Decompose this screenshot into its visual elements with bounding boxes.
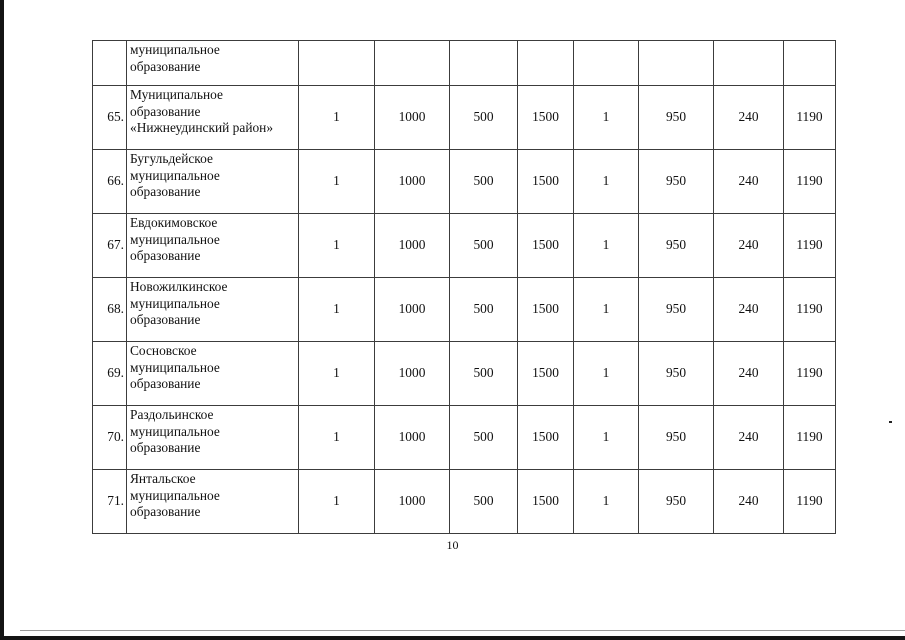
value-cell: 1 xyxy=(299,150,375,214)
row-number-cell xyxy=(93,41,127,86)
value-cell: 240 xyxy=(714,86,784,150)
value-cell: 1190 xyxy=(784,86,836,150)
municipality-name-cell xyxy=(127,214,299,278)
value-cell xyxy=(518,41,574,86)
value-cell: 240 xyxy=(714,214,784,278)
scan-bottom-line xyxy=(20,630,905,631)
municipality-name-cell xyxy=(127,86,299,150)
value-cell: 1000 xyxy=(375,278,450,342)
value-cell: 1 xyxy=(574,406,639,470)
name-line: образование xyxy=(130,103,201,119)
name-line: образование xyxy=(130,184,201,199)
municipality-name-cell xyxy=(127,470,299,534)
value-cell: 1500 xyxy=(518,214,574,278)
table-row xyxy=(93,470,836,534)
value-cell: 1 xyxy=(574,214,639,278)
table-row xyxy=(93,150,836,214)
value-cell: 1 xyxy=(574,150,639,214)
value-cell xyxy=(574,41,639,86)
name-line: образование xyxy=(130,440,201,455)
value-cell: 500 xyxy=(450,278,518,342)
value-cell: 240 xyxy=(714,342,784,406)
name-line: Раздольинское xyxy=(130,407,214,422)
value-cell: 1500 xyxy=(518,278,574,342)
value-cell: 1 xyxy=(299,214,375,278)
value-cell: 950 xyxy=(639,406,714,470)
value-cell: 1 xyxy=(299,470,375,534)
table-row xyxy=(93,342,836,406)
name-line: муниципальное xyxy=(130,231,220,247)
name-line: муниципальное xyxy=(130,295,220,311)
row-number-cell: 68. xyxy=(93,278,127,342)
value-cell: 1000 xyxy=(375,214,450,278)
name-line: образование xyxy=(130,504,201,519)
value-cell: 950 xyxy=(639,278,714,342)
value-cell: 240 xyxy=(714,278,784,342)
value-cell: 500 xyxy=(450,342,518,406)
value-cell: 950 xyxy=(639,342,714,406)
value-cell: 500 xyxy=(450,470,518,534)
value-cell: 1 xyxy=(574,342,639,406)
name-line: Бугульдейское xyxy=(130,151,213,166)
scan-bottom-edge xyxy=(0,636,905,640)
value-cell: 1000 xyxy=(375,342,450,406)
row-number-cell: 69. xyxy=(93,342,127,406)
value-cell xyxy=(784,41,836,86)
value-cell: 1000 xyxy=(375,470,450,534)
row-number-cell: 65. xyxy=(93,86,127,150)
value-cell: 1190 xyxy=(784,214,836,278)
scan-speck xyxy=(889,421,892,423)
municipality-name-cell xyxy=(127,406,299,470)
municipality-name-cell xyxy=(127,150,299,214)
name-line: муниципальное xyxy=(130,423,220,439)
value-cell: 240 xyxy=(714,150,784,214)
table-row xyxy=(93,406,836,470)
row-number-cell: 67. xyxy=(93,214,127,278)
value-cell: 950 xyxy=(639,214,714,278)
name-line: Евдокимовское xyxy=(130,215,218,230)
table-row xyxy=(93,278,836,342)
value-cell: 950 xyxy=(639,86,714,150)
name-line: Муниципальное xyxy=(130,87,223,102)
value-cell: 500 xyxy=(450,214,518,278)
value-cell: 1 xyxy=(574,278,639,342)
value-cell: 500 xyxy=(450,150,518,214)
value-cell: 1190 xyxy=(784,470,836,534)
value-cell: 500 xyxy=(450,86,518,150)
name-line: муниципальное xyxy=(130,167,220,183)
municipal-table xyxy=(92,40,836,534)
value-cell: 1190 xyxy=(784,150,836,214)
value-cell: 1 xyxy=(299,342,375,406)
table-row xyxy=(93,214,836,278)
name-line: образование xyxy=(130,248,201,263)
municipality-name-cell xyxy=(127,342,299,406)
value-cell: 1190 xyxy=(784,342,836,406)
value-cell: 1190 xyxy=(784,278,836,342)
row-number-cell: 66. xyxy=(93,150,127,214)
row-number-cell: 70. xyxy=(93,406,127,470)
name-line: Янтальское xyxy=(130,471,196,486)
value-cell: 240 xyxy=(714,470,784,534)
value-cell: 1500 xyxy=(518,150,574,214)
value-cell: 1 xyxy=(299,406,375,470)
value-cell: 1 xyxy=(299,86,375,150)
name-line: муниципальное xyxy=(130,42,220,57)
name-line: муниципальное xyxy=(130,487,220,503)
municipality-name-cell xyxy=(127,278,299,342)
value-cell xyxy=(639,41,714,86)
municipality-name-cell xyxy=(127,41,299,86)
value-cell xyxy=(450,41,518,86)
table-row xyxy=(93,86,836,150)
name-line: «Нижнеудинский район» xyxy=(130,120,274,135)
value-cell: 1000 xyxy=(375,150,450,214)
value-cell: 240 xyxy=(714,406,784,470)
value-cell xyxy=(299,41,375,86)
value-cell: 1 xyxy=(574,86,639,150)
value-cell: 1500 xyxy=(518,470,574,534)
value-cell xyxy=(375,41,450,86)
name-line: Сосновское xyxy=(130,343,197,358)
value-cell: 1500 xyxy=(518,406,574,470)
name-line: муниципальное xyxy=(130,359,220,375)
value-cell: 1000 xyxy=(375,406,450,470)
page-number: 10 xyxy=(446,538,459,552)
value-cell: 500 xyxy=(450,406,518,470)
name-line: образование xyxy=(130,312,201,327)
table-row xyxy=(93,41,836,86)
value-cell: 950 xyxy=(639,470,714,534)
value-cell xyxy=(714,41,784,86)
value-cell: 1190 xyxy=(784,406,836,470)
value-cell: 1000 xyxy=(375,86,450,150)
value-cell: 1500 xyxy=(518,342,574,406)
row-number-cell: 71. xyxy=(93,470,127,534)
value-cell: 1 xyxy=(574,470,639,534)
value-cell: 1500 xyxy=(518,86,574,150)
table-data-rows xyxy=(93,86,836,534)
name-line: образование xyxy=(130,58,201,74)
name-line: Новожилкинское xyxy=(130,279,228,294)
value-cell: 950 xyxy=(639,150,714,214)
value-cell: 1 xyxy=(299,278,375,342)
name-line: образование xyxy=(130,376,201,391)
